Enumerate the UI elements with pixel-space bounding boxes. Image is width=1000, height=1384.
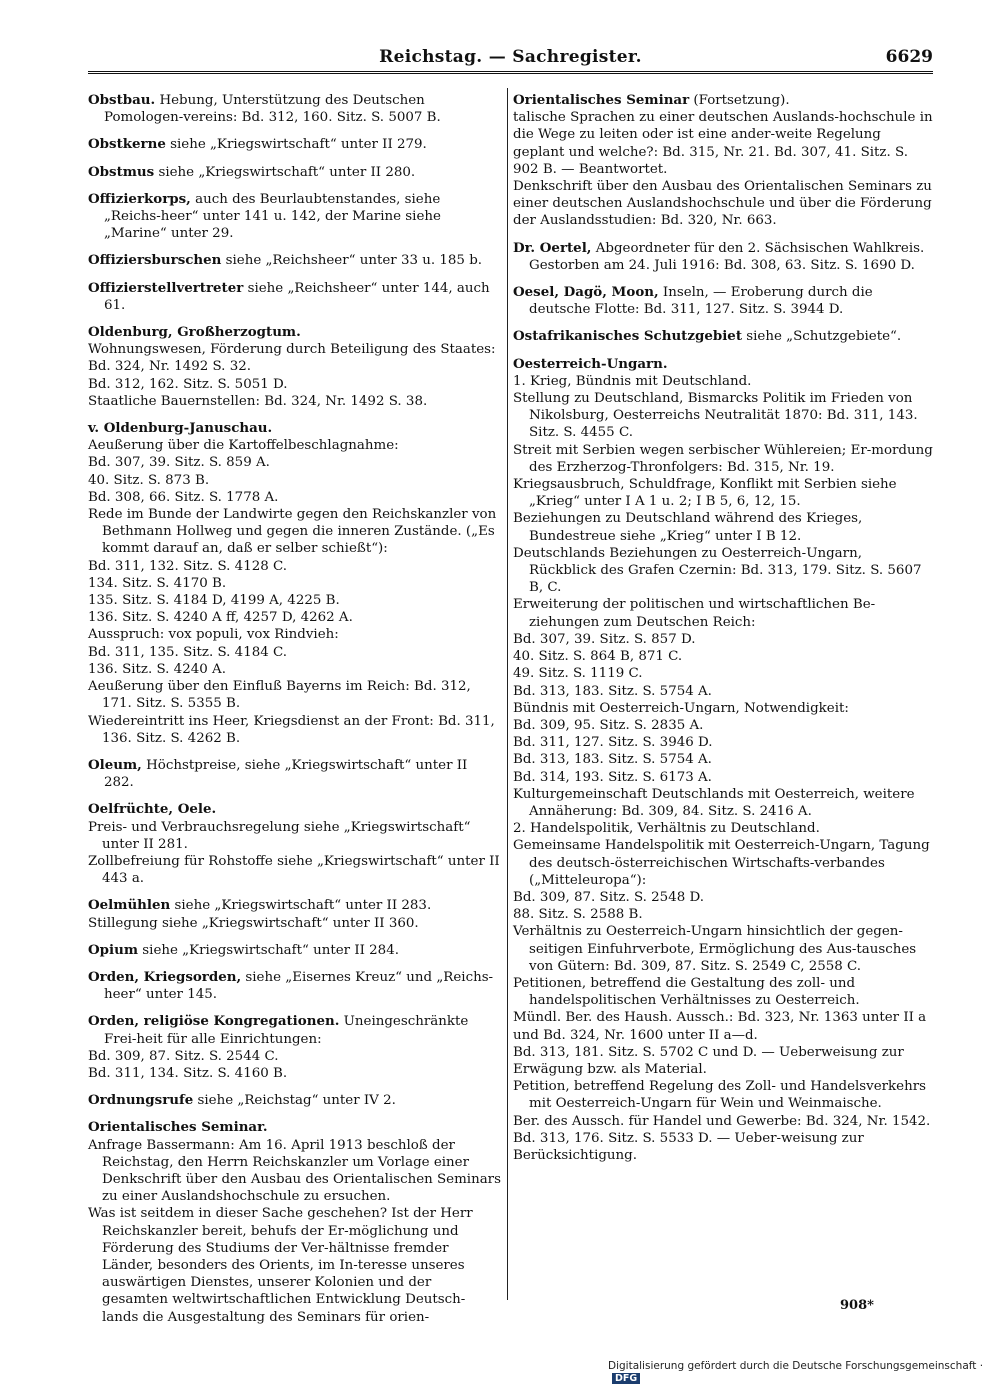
entry-line bbox=[513, 178, 933, 230]
index-entry bbox=[88, 969, 501, 1003]
entry-line bbox=[88, 358, 501, 375]
entry-text: Bd. 313, 183. Sitz. S. 5754 A. bbox=[513, 683, 712, 699]
entry-line bbox=[88, 1119, 501, 1136]
page-header bbox=[88, 47, 933, 74]
entry-text: Bd. 311, 134. Sitz. S. 4160 B. bbox=[88, 1065, 288, 1081]
entry-line bbox=[88, 801, 501, 818]
column-divider bbox=[507, 88, 508, 1300]
entry-line bbox=[88, 626, 501, 643]
entry-line bbox=[88, 472, 501, 489]
footer-text: Digitalisierung gefördert durch die Deutsche Forschungsgemeinschaft · bbox=[608, 1360, 984, 1372]
index-entry bbox=[88, 942, 501, 959]
index-entry bbox=[88, 92, 501, 126]
entry-text: siehe „Reichstag“ unter IV 2. bbox=[193, 1093, 396, 1109]
entry-line bbox=[88, 164, 501, 181]
entry-heading: Oleum, bbox=[88, 756, 142, 773]
index-entry bbox=[513, 356, 933, 1165]
entry-heading: Offizierkorps, bbox=[88, 190, 191, 207]
entry-text: siehe „Kriegswirtschaft“ unter II 279. bbox=[165, 137, 427, 153]
entry-line bbox=[88, 489, 501, 506]
entry-line bbox=[88, 252, 501, 269]
entry-line bbox=[88, 92, 501, 126]
entry-text: 49. Sitz. S. 1119 C. bbox=[513, 666, 643, 682]
signature-mark: 908* bbox=[840, 1298, 874, 1313]
entry-text: Bd. 309, 95. Sitz. S. 2835 A. bbox=[513, 717, 704, 733]
entry-line bbox=[88, 506, 501, 558]
entry-line bbox=[88, 1048, 501, 1065]
index-entry bbox=[88, 252, 501, 269]
entry-line bbox=[513, 109, 933, 178]
entry-line bbox=[513, 596, 933, 630]
entry-text: Staatliche Bauernstellen: Bd. 324, Nr. 1492 S. 38. bbox=[88, 393, 428, 409]
entry-text: Bd. 311, 135. Sitz. S. 4184 C. bbox=[88, 644, 288, 660]
entry-line bbox=[88, 644, 501, 661]
entry-text: 88. Sitz. S. 2588 B. bbox=[513, 907, 643, 923]
entry-heading: Orden, religiöse Kongregationen. bbox=[88, 1013, 340, 1030]
entry-heading: v. Oldenburg-Januschau. bbox=[88, 420, 273, 437]
entry-text: Bd. 312, 162. Sitz. S. 5051 D. bbox=[88, 376, 288, 392]
entry-text: Bd. 311, 127. Sitz. S. 3946 D. bbox=[513, 735, 713, 751]
entry-heading: Obstbau. bbox=[88, 92, 156, 108]
entry-text: Bd. 324, Nr. 1492 S. 32. bbox=[88, 359, 251, 375]
entry-line bbox=[513, 1130, 933, 1164]
index-entry bbox=[88, 1013, 501, 1082]
dfg-logo: DFG bbox=[612, 1373, 640, 1384]
entry-line bbox=[513, 648, 933, 665]
index-entry bbox=[88, 280, 501, 314]
entry-line bbox=[88, 1065, 501, 1082]
entry-line bbox=[513, 786, 933, 820]
entry-heading: Obstmus bbox=[88, 163, 155, 180]
entry-heading: Orden, Kriegsorden, bbox=[88, 968, 242, 985]
entry-text: 134. Sitz. S. 4170 B. bbox=[88, 575, 227, 591]
entry-line bbox=[88, 897, 501, 914]
entry-text: Streit mit Serbien wegen serbischer Wühlereien; Er-mordung des Erzherzog-Thronfolgers: Bd. 315, Nr. 19. bbox=[513, 442, 933, 475]
entry-heading: Dr. Oertel, bbox=[513, 239, 592, 256]
entry-text: Bd. 307, 39. Sitz. S. 857 D. bbox=[513, 631, 696, 647]
entry-heading: Opium bbox=[88, 941, 139, 958]
entry-heading: Orientalisches Seminar bbox=[513, 92, 690, 108]
entry-line bbox=[88, 558, 501, 575]
footer bbox=[608, 1360, 1000, 1384]
entry-text: Mündl. Ber. des Haush. Aussch.: Bd. 323, Nr. 1363 unter II a und Bd. 324, Nr. 1600 unter II a—d. bbox=[513, 1010, 927, 1043]
entry-text: Erweiterung der politischen und wirtschaftlichen Be-ziehungen zum Deutschen Reich: bbox=[513, 597, 876, 630]
entry-text: Preis- und Verbrauchsregelung siehe „Kriegswirtschaft“ unter II 281. bbox=[88, 819, 471, 852]
entry-line bbox=[88, 661, 501, 678]
entry-text: Ber. des Aussch. für Handel und Gewerbe: Bd. 324, Nr. 1542. bbox=[513, 1113, 931, 1129]
entry-line bbox=[513, 284, 933, 318]
entry-line bbox=[88, 1205, 501, 1325]
entry-text: siehe „Schutzgebiete“. bbox=[742, 329, 902, 345]
entry-heading: Orientalisches Seminar. bbox=[88, 1119, 268, 1136]
entry-text: Kriegsausbruch, Schuldfrage, Konflikt mit Serbien siehe „Krieg“ unter I A 1 u. 2; I B 5, 6, 12, 15. bbox=[513, 477, 897, 510]
entry-text: Bündnis mit Oesterreich-Ungarn, Notwendigkeit: bbox=[513, 700, 849, 716]
entry-heading: Offiziersburschen bbox=[88, 252, 222, 269]
entry-text: Bd. 307, 39. Sitz. S. 859 A. bbox=[88, 455, 270, 471]
entry-line bbox=[88, 420, 501, 437]
entry-line bbox=[513, 356, 933, 373]
entry-text: Zollbefreiung für Rohstoffe siehe „Kriegswirtschaft“ unter II 443 a. bbox=[88, 853, 500, 887]
index-entry bbox=[513, 284, 933, 318]
entry-line bbox=[513, 373, 933, 390]
entry-line bbox=[88, 324, 501, 341]
entry-heading: Oldenburg, Großherzogtum. bbox=[88, 324, 301, 341]
entry-line bbox=[88, 393, 501, 410]
entry-line bbox=[513, 510, 933, 544]
entry-line bbox=[513, 545, 933, 597]
index-entry bbox=[88, 420, 501, 747]
entry-line bbox=[513, 1113, 933, 1130]
entry-line bbox=[88, 853, 501, 887]
entry-line bbox=[513, 751, 933, 768]
entry-text: Bd. 308, 66. Sitz. S. 1778 A. bbox=[88, 489, 279, 505]
index-entry bbox=[513, 92, 933, 230]
entry-line bbox=[513, 442, 933, 476]
entry-line bbox=[513, 665, 933, 682]
entry-line bbox=[513, 1044, 933, 1078]
entry-heading: Oesterreich-Ungarn. bbox=[513, 355, 668, 372]
entry-text: Anfrage Bassermann: Am 16. April 1913 beschloß der Reichstag, den Herrn Reichskanzler um Vorlage einer Denkschrift über den Ausbau des Orientalischen Seminars zu einer Auslandshochschule zu ersuchen. bbox=[88, 1137, 501, 1205]
entry-line bbox=[88, 819, 501, 853]
entry-text: Rede im Bunde der Landwirte gegen den Reichskanzler von Bethmann Hollweg und gegen die inneren Zustände. („Es kommt darauf an, daß er selber schießt“): bbox=[88, 507, 497, 557]
entry-text: 1. Krieg, Bündnis mit Deutschland. bbox=[513, 373, 752, 389]
entry-line bbox=[88, 713, 501, 747]
entry-text: Gemeinsame Handelspolitik mit Oesterreich-Ungarn, Tagung des deutsch-österreichischen Wirtschafts-verbandes („Mitteleuropa“): bbox=[513, 838, 930, 888]
entry-heading: Obstkerne bbox=[88, 136, 166, 153]
running-title: Reichstag. — Sachregister. bbox=[379, 47, 642, 67]
index-entry bbox=[88, 801, 501, 887]
entry-heading: Ordnungsrufe bbox=[88, 1092, 194, 1109]
entry-line bbox=[88, 1137, 501, 1206]
entry-heading: Oelfrüchte, Oele. bbox=[88, 801, 217, 818]
entry-text: Wohnungswesen, Förderung durch Beteiligung des Staates: bbox=[88, 342, 496, 358]
index-entry bbox=[88, 1119, 501, 1325]
left-column bbox=[88, 92, 501, 1336]
entry-text: Was ist seitdem in dieser Sache geschehen? Ist der Herr Reichskanzler bereit, behufs der Er-möglichung und Förderung des Studiums der Ver-hältnisse fremder Länder, besonders des Orients, im In-teresse unseres auswärtigen Dienstes, unserer Kolonien und der gesamten weltwirtschaftlichen Entwicklung Deutsch-lands die Ausgestaltung des Seminars für orien- bbox=[88, 1206, 473, 1325]
entry-heading: Oesel, Dagö, Moon, bbox=[513, 284, 659, 301]
entry-text: Bd. 309, 87. Sitz. S. 2548 D. bbox=[513, 889, 705, 905]
index-entry bbox=[88, 136, 501, 153]
entry-text: Denkschrift über den Ausbau des Orientalischen Seminars zu einer deutschen Auslandshochschule und über die Förderung der Auslandsstudien: Bd. 320, Nr. 663. bbox=[513, 179, 932, 229]
entry-text: siehe „Kriegswirtschaft“ unter II 284. bbox=[138, 942, 399, 958]
entry-text: Petition, betreffend Regelung des Zoll- und Handelsverkehrs mit Oesterreich-Ungarn für Wein und Weinmaische. bbox=[513, 1079, 926, 1112]
entry-line bbox=[88, 609, 501, 626]
entry-text: 136. Sitz. S. 4240 A. bbox=[88, 661, 226, 677]
entry-line bbox=[88, 915, 501, 932]
entry-line bbox=[513, 683, 933, 700]
entry-line bbox=[513, 92, 933, 109]
entry-text: Höchstpreise, siehe „Kriegswirtschaft“ unter II 282. bbox=[104, 757, 468, 791]
entry-line bbox=[513, 906, 933, 923]
entry-text: 40. Sitz. S. 873 B. bbox=[88, 472, 210, 488]
entry-line bbox=[513, 837, 933, 889]
entry-line bbox=[88, 191, 501, 243]
entry-line bbox=[513, 923, 933, 975]
entry-line bbox=[88, 1013, 501, 1047]
entry-line bbox=[513, 975, 933, 1009]
entry-text: Stillegung siehe „Kriegswirtschaft“ unter II 360. bbox=[88, 915, 419, 931]
entry-line bbox=[513, 240, 933, 274]
entry-text: Hebung, Unterstützung des Deutschen Pomologen-vereins: Bd. 312, 160. Sitz. S. 5007 B. bbox=[104, 93, 441, 126]
entry-line bbox=[88, 1092, 501, 1109]
entry-line bbox=[88, 376, 501, 393]
entry-text: siehe „Kriegswirtschaft“ unter II 280. bbox=[154, 164, 416, 180]
entry-line bbox=[513, 734, 933, 751]
entry-heading: Offizierstellvertreter bbox=[88, 279, 244, 296]
entry-line bbox=[88, 757, 501, 791]
entry-text: 136. Sitz. S. 4240 A ff, 4257 D, 4262 A. bbox=[88, 610, 353, 626]
entry-text: auch des Beurlaubtenstandes, siehe „Reichs-heer“ unter 141 u. 142, der Marine siehe „Marine“ unter 29. bbox=[104, 191, 441, 242]
index-entry bbox=[88, 757, 501, 791]
index-entry bbox=[88, 1092, 501, 1109]
index-entry bbox=[513, 328, 933, 345]
right-column bbox=[513, 92, 933, 1174]
entry-text: Petitionen, betreffend die Gestaltung des zoll- und handelspolitischen Verhältnisses zu Oesterreich. bbox=[513, 975, 860, 1009]
entry-line bbox=[513, 390, 933, 442]
entry-line bbox=[513, 820, 933, 837]
entry-text: 40. Sitz. S. 864 B, 871 C. bbox=[513, 649, 683, 665]
entry-text: Abgeordneter für den 2. Sächsischen Wahlkreis. Gestorben am 24. Juli 1916: Bd. 308, 63. Sitz. S. 1690 D. bbox=[529, 240, 925, 273]
entry-text: Bd. 311, 132. Sitz. S. 4128 C. bbox=[88, 558, 288, 574]
entry-text: Bd. 313, 181. Sitz. S. 5702 C und D. — Ueberweisung zur Erwägung bzw. als Material. bbox=[513, 1044, 904, 1077]
entry-text: Deutschlands Beziehungen zu Oesterreich-Ungarn, Rückblick des Grafen Czernin: Bd. 313, 179. Sitz. S. 5607 B, C. bbox=[513, 545, 922, 596]
entry-text: (Fortsetzung). bbox=[689, 93, 790, 108]
entry-line bbox=[513, 1009, 933, 1043]
entry-heading: Ostafrikanisches Schutzgebiet bbox=[513, 328, 743, 345]
entry-text: 135. Sitz. S. 4184 D, 4199 A, 4225 B. bbox=[88, 593, 340, 609]
entry-text: Bd. 313, 183. Sitz. S. 5754 A. bbox=[513, 752, 712, 768]
entry-line bbox=[88, 969, 501, 1003]
entry-line bbox=[513, 476, 933, 510]
entry-text: talische Sprachen zu einer deutschen Auslands-hochschule in die Wege zu leiten oder ist eine ander-weite Regelung geplant und welche?: Bd. 315, Nr. 21. Bd. 307, 41. Sitz. S. 902 B. — Beantwortet. bbox=[513, 110, 933, 177]
entry-text: siehe „Kriegswirtschaft“ unter II 283. bbox=[170, 898, 432, 914]
entry-line bbox=[513, 769, 933, 786]
entry-text: Aeußerung über den Einfluß Bayerns im Reich: Bd. 312, 171. Sitz. S. 5355 B. bbox=[88, 679, 471, 712]
index-entry bbox=[88, 897, 501, 931]
index-entry bbox=[88, 191, 501, 243]
entry-line bbox=[88, 678, 501, 712]
entry-line bbox=[513, 631, 933, 648]
entry-text: Inseln, — Eroberung durch die deutsche Flotte: Bd. 311, 127. Sitz. S. 3944 D. bbox=[529, 285, 873, 318]
entry-text: siehe „Eisernes Kreuz“ und „Reichs-heer“ unter 145. bbox=[104, 969, 494, 1003]
entry-text: Beziehungen zu Deutschland während des Krieges, Bundestreue siehe „Krieg“ unter I B 12. bbox=[513, 511, 863, 544]
entry-heading: Oelmühlen bbox=[88, 897, 171, 914]
entry-text: siehe „Reichsheer“ unter 33 u. 185 b. bbox=[221, 253, 483, 269]
entry-text: Bd. 309, 87. Sitz. S. 2544 C. bbox=[88, 1048, 279, 1064]
entry-line bbox=[88, 454, 501, 471]
entry-text: siehe „Reichsheer“ unter 144, auch 61. bbox=[104, 280, 490, 313]
entry-text: Kulturgemeinschaft Deutschlands mit Oesterreich, weitere Annäherung: Bd. 309, 84. Sitz. S. 2416 A. bbox=[513, 786, 915, 819]
entry-line bbox=[88, 341, 501, 358]
entry-text: Ausspruch: vox populi, vox Rindvieh: bbox=[88, 627, 339, 643]
entry-line bbox=[513, 889, 933, 906]
entry-line bbox=[513, 1078, 933, 1112]
entry-text: Bd. 314, 193. Sitz. S. 6173 A. bbox=[513, 769, 712, 785]
entry-line bbox=[88, 136, 501, 153]
entry-line bbox=[513, 717, 933, 734]
entry-line bbox=[513, 328, 933, 345]
entry-line bbox=[88, 942, 501, 959]
page-number: 6629 bbox=[885, 47, 933, 67]
entry-text: Wiedereintritt ins Heer, Kriegsdienst an der Front: Bd. 311, 136. Sitz. S. 4262 B. bbox=[88, 713, 495, 746]
entry-text: Aeußerung über die Kartoffelbeschlagnahme: bbox=[88, 438, 399, 454]
entry-line bbox=[88, 437, 501, 454]
entry-text: Bd. 313, 176. Sitz. S. 5533 D. — Ueber-weisung zur Berücksichtigung. bbox=[513, 1130, 864, 1163]
entry-text: Verhältnis zu Oesterreich-Ungarn hinsichtlich der gegen-seitigen Einfuhrverbote, Ermöglichung des Aus-tausches von Gütern: Bd. 309, 87. Sitz. S. 2549 C, 2558 C. bbox=[513, 924, 917, 974]
entry-text: 2. Handelspolitik, Verhältnis zu Deutschland. bbox=[513, 821, 820, 837]
entry-line bbox=[513, 700, 933, 717]
entry-text: Stellung zu Deutschland, Bismarcks Politik im Frieden von Nikolsburg, Oesterreichs Neutralität 1870: Bd. 311, 143. Sitz. S. 4455 C. bbox=[513, 391, 918, 441]
index-entry bbox=[513, 240, 933, 274]
index-entry bbox=[88, 324, 501, 410]
entry-line bbox=[88, 280, 501, 314]
index-entry bbox=[88, 164, 501, 181]
entry-line bbox=[88, 592, 501, 609]
entry-text: Uneingeschränkte Frei-heit für alle Einrichtungen: bbox=[104, 1014, 469, 1047]
entry-line bbox=[88, 575, 501, 592]
